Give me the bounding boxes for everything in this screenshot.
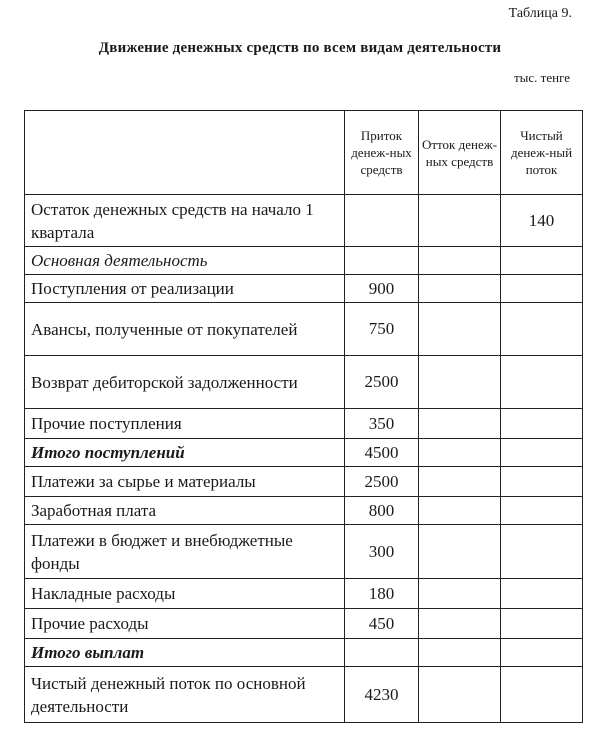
cell-inflow: 4500 [345,439,419,467]
cell-outflow [419,667,501,723]
cell-outflow [419,439,501,467]
cell-net [501,303,583,356]
col-header-outflow: Отток денеж-ных средств [419,111,501,195]
cell-net [501,667,583,723]
units-label: тыс. тенге [513,70,570,85]
cell-inflow [345,247,419,275]
cell-inflow: 300 [345,525,419,579]
cell-inflow: 900 [345,275,419,303]
cell-net [501,409,583,439]
cell-inflow: 2500 [345,467,419,497]
cell-net [501,497,583,525]
table-row [25,467,583,497]
cell-outflow [419,525,501,579]
table-row-total [25,439,583,467]
table-row-total [25,639,583,667]
cell-net [501,609,583,639]
table-row [25,579,583,609]
table-row [25,667,583,723]
table-row [25,525,583,579]
table-number: Таблица 9. [508,6,572,21]
cell-outflow [419,303,501,356]
cell-net: 140 [501,195,583,247]
row-label: Прочие поступления [25,409,345,439]
header-empty-cell [25,111,345,195]
cell-net [501,275,583,303]
cell-net [501,247,583,275]
cell-outflow [419,247,501,275]
cell-outflow [419,275,501,303]
cell-outflow [419,639,501,667]
cell-outflow [419,609,501,639]
cell-inflow: 450 [345,609,419,639]
table-row [25,409,583,439]
cell-net [501,467,583,497]
cell-inflow: 2500 [345,356,419,409]
cell-inflow: 350 [345,409,419,439]
cell-outflow [419,467,501,497]
row-label: Поступления от реализации [25,275,345,303]
cell-outflow [419,409,501,439]
cell-outflow [419,195,501,247]
cash-flow-table [24,110,583,723]
cell-net [501,356,583,409]
cell-inflow [345,639,419,667]
cell-outflow [419,497,501,525]
row-label: Авансы, полученные от покупателей [25,303,345,356]
col-header-net: Чистый денеж-ный поток [501,111,583,195]
table-row [25,303,583,356]
row-label: Платежи в бюджет и внебюджетные фонды [25,525,345,579]
table-row [25,609,583,639]
row-label: Остаток денежных средств на начало 1 квартала [25,195,345,247]
row-label: Заработная плата [25,497,345,525]
table-header-row [25,111,583,195]
row-label: Основная деятельность [25,247,345,275]
cell-net [501,439,583,467]
table-row [25,275,583,303]
cell-inflow [345,195,419,247]
table-row [25,195,583,247]
cell-inflow: 750 [345,303,419,356]
cell-inflow: 4230 [345,667,419,723]
cell-net [501,525,583,579]
row-label: Итого поступлений [25,439,345,467]
page-title: Движение денежных средств по всем видам деятельности [98,40,502,56]
col-header-inflow: Приток денеж-ных средств [345,111,419,195]
cell-outflow [419,356,501,409]
row-label: Накладные расходы [25,579,345,609]
cell-inflow: 180 [345,579,419,609]
cell-net [501,579,583,609]
cell-net [501,639,583,667]
row-label: Прочие расходы [25,609,345,639]
cell-outflow [419,579,501,609]
row-label: Платежи за сырье и материалы [25,467,345,497]
row-label: Возврат дебиторской задолженности [25,356,345,409]
row-label: Итого выплат [25,639,345,667]
table-row [25,356,583,409]
table-row-section [25,247,583,275]
table-row [25,497,583,525]
cell-inflow: 800 [345,497,419,525]
row-label: Чистый денежный поток по основной деятельности [25,667,345,723]
